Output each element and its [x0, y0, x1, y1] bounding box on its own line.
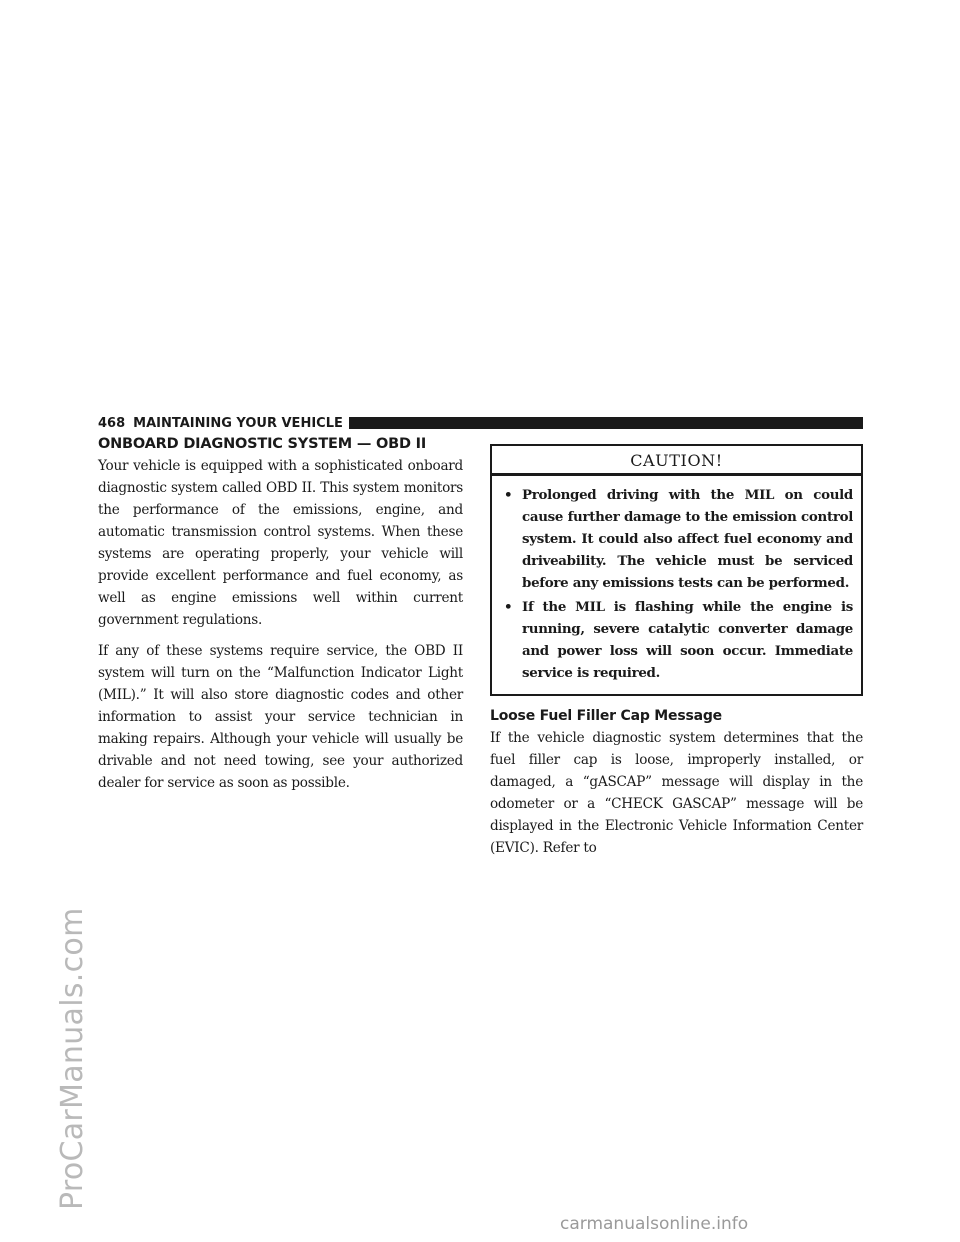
caution-list [492, 484, 861, 684]
section-title: MAINTAINING YOUR VEHICLE [133, 415, 343, 431]
right-column [490, 436, 863, 868]
page-number: 468 [98, 415, 126, 431]
caution-item-text: If the MIL is flashing while the engine is running, severe catalytic converter damage and power loss will soon occur. Immediate service is required. [522, 599, 853, 681]
fuel-cap-heading: Loose Fuel Filler Cap Message [490, 708, 722, 724]
side-watermark: ProCarManuals.com [55, 907, 90, 1210]
left-column [98, 436, 463, 803]
page-header [98, 414, 863, 432]
footer-watermark: carmanualsonline.info [560, 1214, 749, 1234]
caution-item [504, 596, 853, 684]
obd-heading: ONBOARD DIAGNOSTIC SYSTEM — OBD II [98, 436, 427, 452]
caution-item-text: Prolonged driving with the MIL on could cause further damage to the emission control system. It could also affect fuel economy and driveability. The vehicle must be serviced before any emissions tests can be performed. [522, 487, 853, 591]
header-rule [349, 417, 863, 429]
fuel-cap-paragraph: If the vehicle diagnostic system determines that the fuel filler cap is loose, improperly installed, or damaged, a “gASCAP” message will display in the odometer or a “CHECK GASCAP” message will be displayed in the Electronic Vehicle Information Center (EVIC). Refer to [490, 730, 863, 856]
bullet-icon: • [504, 487, 513, 503]
caution-title: CAUTION! [492, 446, 861, 476]
caution-item [504, 484, 853, 594]
obd-paragraph-1: Your vehicle is equipped with a sophisticated onboard diagnostic system called OBD II. This system monitors the performance of the emissions, engine, and automatic transmission control systems. When these systems are operating properly, your vehicle will provide excellent performance and fuel economy, as well as engine emissions well within current government regulations. [98, 458, 463, 628]
caution-box [490, 444, 863, 696]
bullet-icon: • [504, 599, 513, 615]
obd-paragraph-2: If any of these systems require service, the OBD II system will turn on the “Malfunction Indicator Light (MIL).” It will also store diagnostic codes and other information to assist your service technician in making repairs. Although your vehicle will usually be drivable and not need towing, see your authorized dealer for service as soon as possible. [98, 643, 463, 791]
